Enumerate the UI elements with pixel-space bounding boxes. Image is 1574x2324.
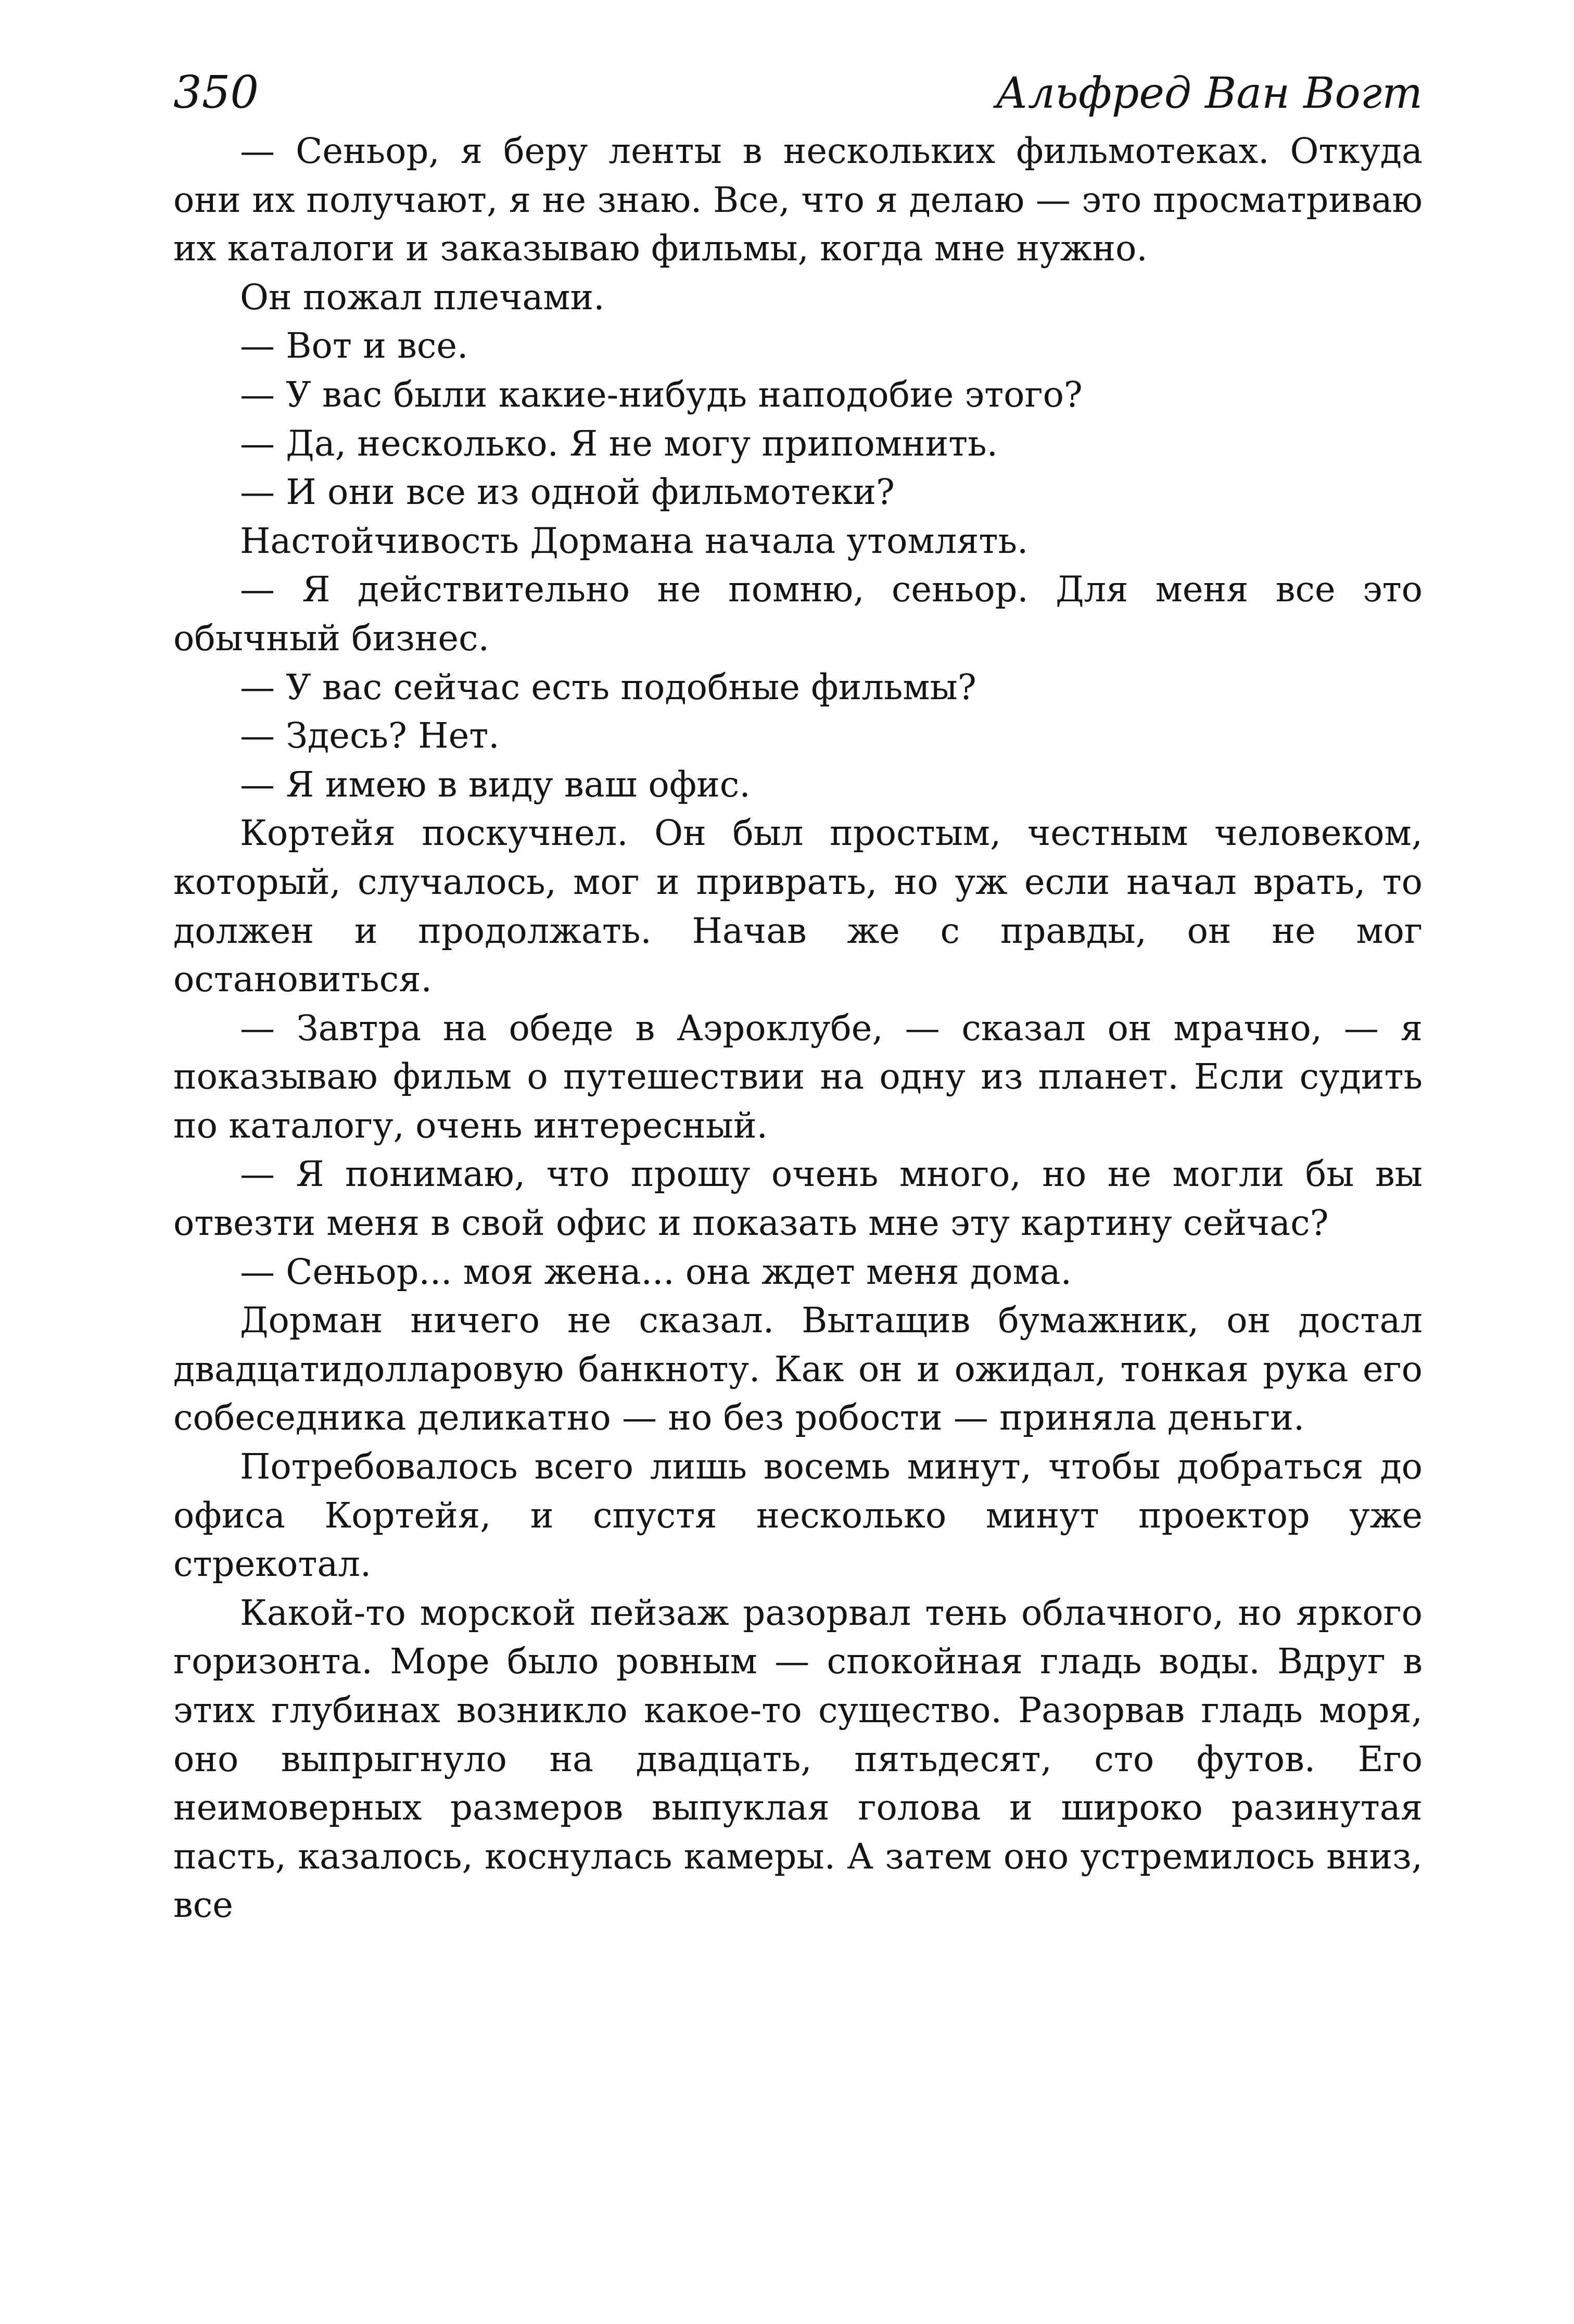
paragraph: — Я понимаю, что прошу очень много, но не могли бы вы отвезти меня в свой офис и показать мне эту картину сейчас? <box>173 1154 1423 1244</box>
paragraph: — У вас были какие-нибудь наподобие этого? <box>240 374 1083 415</box>
paragraph: Настойчивость Дормана начала утомлять. <box>240 520 1029 561</box>
paragraph: Он пожал плечами. <box>240 276 605 318</box>
body-text <box>173 127 1423 1930</box>
running-head <box>173 61 1423 124</box>
running-title: Альфред Ван Вогт <box>995 69 1423 118</box>
paragraph: — Завтра на обеде в Аэроклубе, — сказал он мрачно, — я показываю фильм о путешествии на одну из планет. Если судить по каталогу, очень интересный. <box>173 1007 1423 1146</box>
book-page <box>173 61 1423 2274</box>
paragraph: — У вас сейчас есть подобные фильмы? <box>240 666 976 708</box>
paragraph: — И они все из одной фильмотеки? <box>240 472 895 513</box>
paragraph: — Здесь? Нет. <box>240 715 500 756</box>
paragraph: Дорман ничего не сказал. Вытащив бумажник, он достал двадцатидолларовую банкноту. Как он и ожидал, тонкая рука его собеседника деликатно — но без робости — приняла деньги. <box>173 1300 1423 1438</box>
paragraph: Какой-то морской пейзаж разорвал тень облачного, но яркого горизонта. Море было ровным — спокойная гладь воды. Вдруг в этих глубинах возникло какое-то существо. Разорвав гладь моря, оно выпрыгнуло на двадцать, пятьдесят, сто футов. Его неимоверных размеров выпуклая голова и широко разинутая пасть, казалось, коснулась камеры. А затем оно устремилось вниз, все <box>173 1592 1423 1926</box>
paragraph: — Да, несколько. Я не могу припомнить. <box>240 423 998 464</box>
page-number: 350 <box>173 67 259 119</box>
paragraph: — Я действительно не помню, сеньор. Для меня все это обычный бизнес. <box>173 569 1423 659</box>
paragraph: — Сеньор... моя жена... она ждет меня дома. <box>240 1251 1072 1292</box>
paragraph: Кортейя поскучнел. Он был простым, честным человеком, который, случалось, мог и приврать, но уж если начал врать, то должен и продолжать. Начав же с правды, он не мог остановиться. <box>173 813 1423 1000</box>
paragraph: — Вот и все. <box>240 325 468 367</box>
paragraph: — Сеньор, я беру ленты в нескольких фильмотеках. Откуда они их получают, я не знаю. Все, что я делаю — это просматриваю их каталоги и заказываю фильмы, когда мне нужно. <box>173 131 1423 269</box>
paragraph: — Я имею в виду ваш офис. <box>240 764 751 805</box>
paragraph: Потребовалось всего лишь восемь минут, чтобы добраться до офиса Кортейя, и спустя несколько минут проектор уже стрекотал. <box>173 1446 1423 1585</box>
